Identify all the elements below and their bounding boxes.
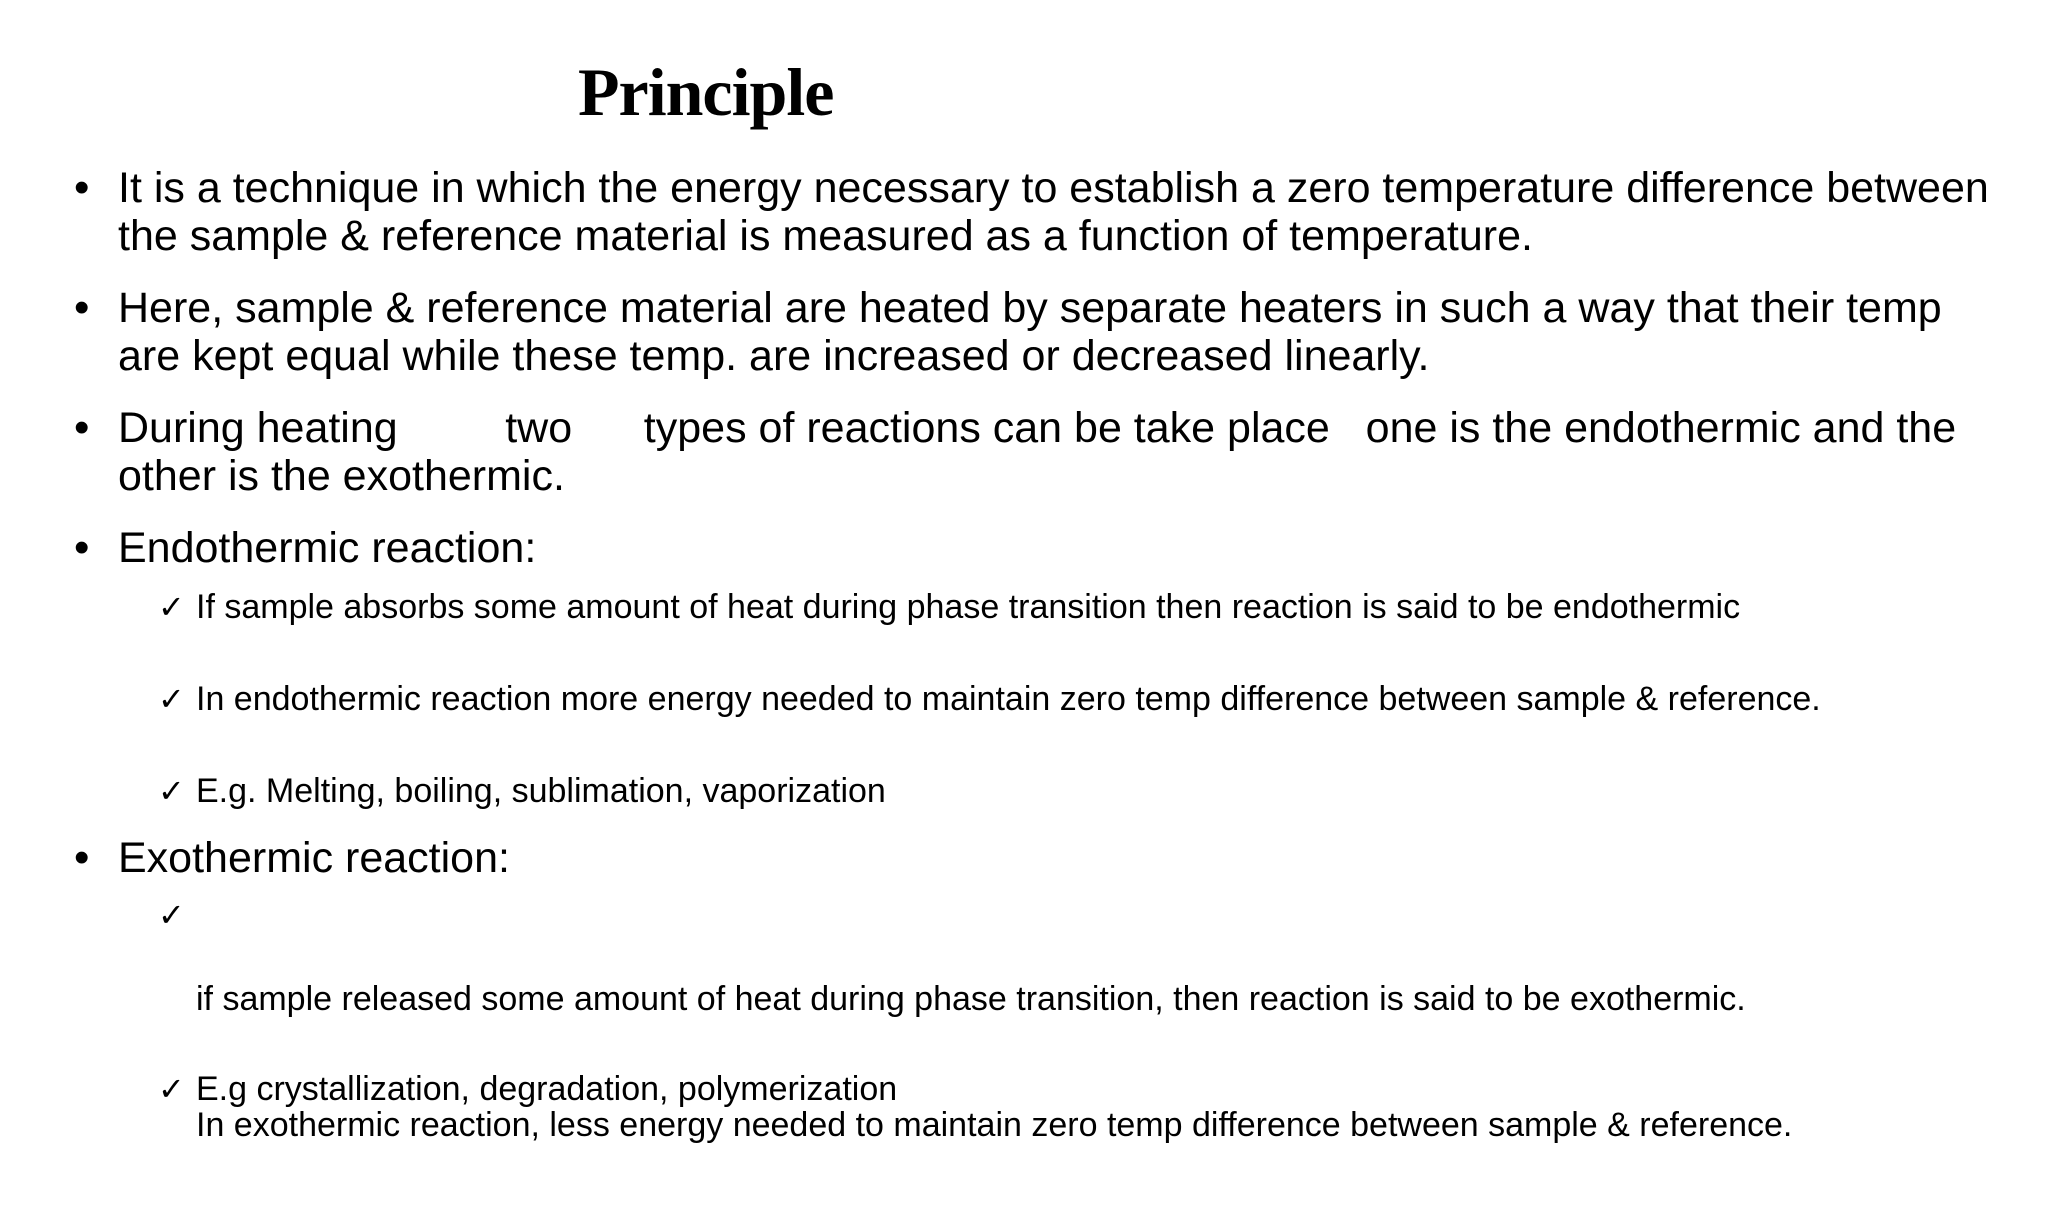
- bullet-marker: •: [74, 163, 90, 212]
- bullet-item-exothermic: [74, 834, 1994, 882]
- check-icon: ✓: [158, 772, 185, 810]
- sub-item-continuation: In exothermic reaction, less energy needed to maintain zero temp difference between sample & reference.: [196, 1106, 1793, 1144]
- bullet-text: Endothermic reaction:: [118, 524, 537, 572]
- bullet-item-endothermic: [74, 524, 1994, 572]
- check-icon: ✓: [158, 1070, 185, 1108]
- bullet-text: It is a technique in which the energy necessary to establish a zero temperature difference between the sample & reference material is measured as a function of temperature.: [118, 164, 2001, 260]
- sub-item-text: In endothermic reaction more energy needed to maintain zero temp difference between sample & reference.: [196, 680, 1821, 718]
- check-icon: ✓: [158, 680, 185, 718]
- bullet-item: [74, 163, 2001, 260]
- sub-item: [158, 678, 1978, 720]
- bullet-marker: •: [74, 403, 90, 452]
- bullet-text: During heating two types of reactions can be take place one is the endothermic and the other is the exothermic.: [118, 404, 1969, 500]
- bullet-marker: •: [74, 283, 90, 332]
- check-icon: ✓: [158, 588, 185, 626]
- bullet-item: [74, 404, 1994, 500]
- bullet-item: [74, 284, 1994, 380]
- bullet-marker: •: [74, 833, 90, 882]
- check-icon: ✓: [158, 896, 185, 934]
- bullet-marker: •: [74, 523, 90, 572]
- sub-item-text: If sample absorbs some amount of heat during phase transition then reaction is said to be endothermic: [196, 588, 1741, 626]
- slide-title: Principle: [578, 54, 834, 130]
- sub-item: [158, 1068, 1978, 1110]
- sub-item: [158, 770, 1978, 812]
- sub-item-text: [196, 894, 1978, 1230]
- sub-item-text: E.g. Melting, boiling, sublimation, vaporization: [196, 772, 886, 810]
- bullet-text: Exothermic reaction:: [118, 834, 510, 882]
- sub-item: [158, 586, 1978, 628]
- sub-item-line: if sample released some amount of heat during phase transition, then reaction is said to be exothermic.: [196, 980, 1746, 1018]
- sub-item-text: E.g crystallization, degradation, polymerization: [196, 1070, 898, 1108]
- bullet-text: Here, sample & reference material are heated by separate heaters in such a way that their temp are kept equal while these temp. are increased or decreased linearly.: [118, 284, 1954, 380]
- sub-item: [158, 894, 1978, 1230]
